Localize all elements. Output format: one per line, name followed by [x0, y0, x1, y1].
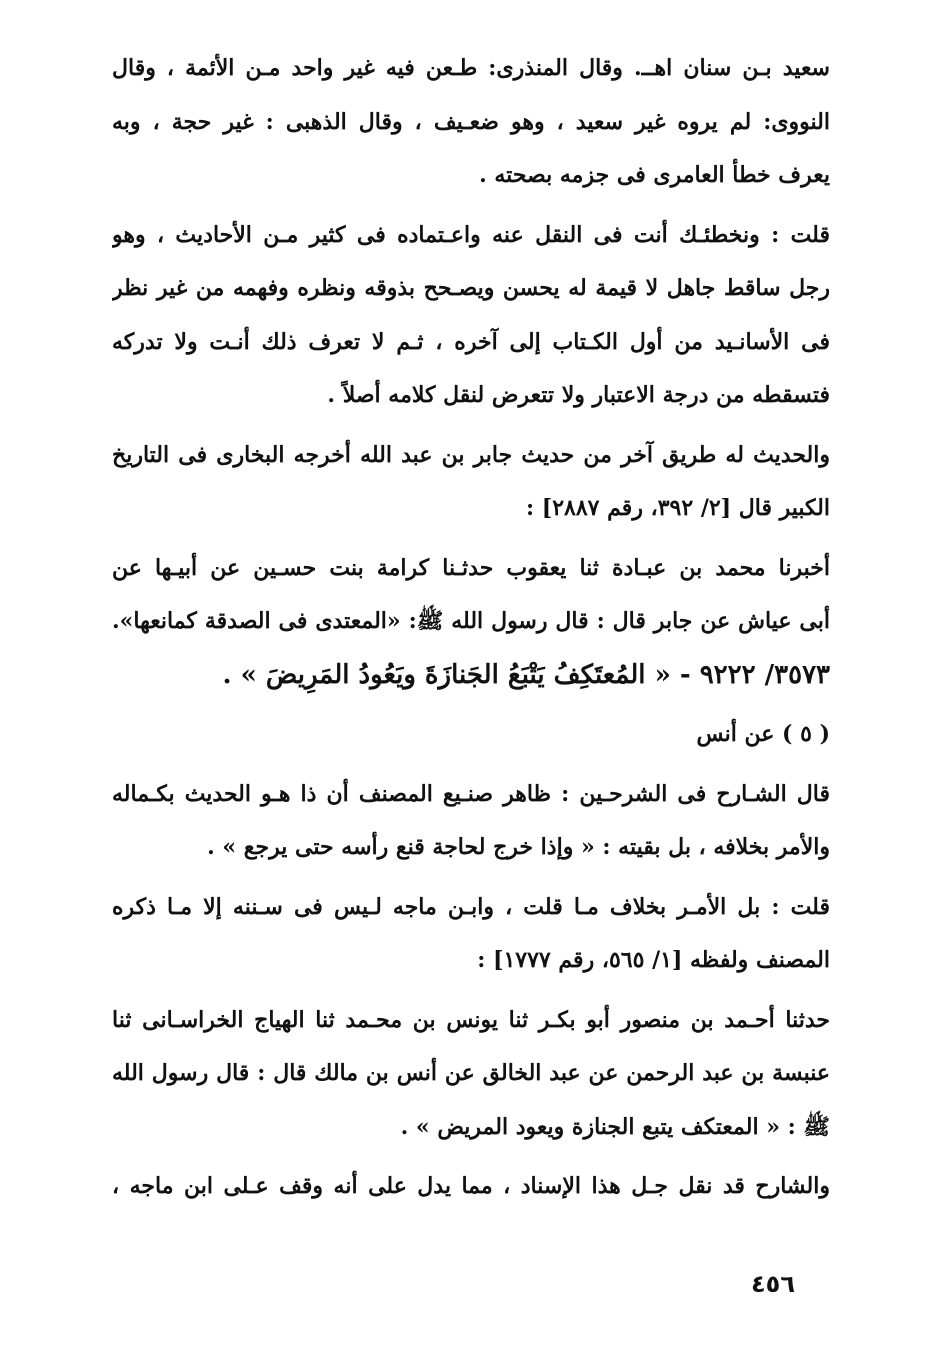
- paragraph-line: الكبير قال [٢/ ٣٩٢، رقم ٢٨٨٧] :: [526, 495, 830, 521]
- paragraph-line: والحديث له طريق آخر من حديث جابر بن عبد الله أخرجه البخارى فى التاريخ: [112, 441, 830, 468]
- paragraph-line: سعيد بـن سنان اهــ. وقال المنذرى: طـعن فيه غير واحد مـن الأئمة ، وقال: [112, 55, 830, 81]
- paragraph-line: يعرف خطأ العامرى فى جزمه بصحته .: [479, 162, 830, 188]
- page-body: [112, 42, 830, 1220]
- qult-label: قلت :: [771, 893, 830, 920]
- paragraph-line: عنبسة بن عبد الرحمن عن عبد الخالق عن أنس بن مالك قال : قال رسول الله: [112, 1060, 830, 1086]
- paragraph-line: المصنف ولفظه [١/ ٥٦٥، رقم ١٧٧٧] :: [477, 947, 830, 973]
- qult-label: قلت :: [771, 221, 830, 248]
- paragraph-line: [112, 209, 830, 263]
- paragraph-line: حدثنا أحـمد بن منصور أبو بكـر ثنا يونس بن محـمد ثنا الهياج الخراسـانى ثنا: [112, 1006, 830, 1033]
- paragraph-9: [112, 1160, 830, 1214]
- page-number: ٤٥٦: [751, 1270, 795, 1298]
- paragraph-6: [112, 768, 830, 875]
- paragraph-2: [112, 209, 830, 423]
- paragraph-line: والأمر بخلافه ، بل بقيته : « وإذا خرج لحاجة قنع رأسه حتى يرجع » .: [207, 834, 830, 860]
- paragraph-line: رجل ساقط جاهل لا قيمة له يحسن ويصـحح بذوقه ونظره وفهمه من غير نظر: [112, 275, 830, 301]
- paragraph-line: قال الشـارح فى الشرحـين : ظاهر صنـيع المصنف أن ذا هـو الحديث بكـماله: [112, 780, 830, 807]
- paragraph-8: [112, 994, 830, 1155]
- paragraph-line: النووى: لم يروه غير سعيد ، وهو ضعـيف ، وقال الذهبى : غير حجة ، وبه: [112, 108, 830, 135]
- paragraph-1: [112, 42, 830, 203]
- paragraph-line-text: بل الأمـر بخلاف مـا قلت ، وابـن ماجه لـيس فى سـننه إلا مـا ذكره: [112, 893, 761, 920]
- paragraph-line: والشارح قد نقل جـل هذا الإسناد ، مما يدل على أنه وقف عـلى ابن ماجه ،: [112, 1173, 830, 1199]
- hadith-heading-line: ٣٥٧٣/ ٩٢٢٢ - « المُعتَكِفُ يَتْبَعُ الجَنازَةَ ويَعُودُ المَرِيضَ » .: [222, 659, 830, 690]
- section-heading: ( ٥ ) عن أنس: [696, 721, 830, 747]
- paragraph-line: ﷺ : « المعتكف يتبع الجنازة ويعود المريض » .: [400, 1113, 830, 1140]
- paragraph-line: [112, 881, 830, 935]
- paragraph-3: [112, 429, 830, 536]
- paragraph-line-text: ونخطئـك أنت فى النقل عنه واعـتماده فى كثير مـن الأحاديث ، وهو: [112, 221, 760, 248]
- paragraph-line: أبى عياش عن جابر قال : قال رسول الله ﷺ: «المعتدى فى الصدقة كمانعها».: [112, 608, 830, 634]
- paragraph-7: [112, 881, 830, 988]
- paragraph-line: فى الأسانـيد من أول الكـتاب إلى آخره ، ثـم لا تعرف ذلك أنـت ولا تدركه: [112, 328, 830, 355]
- paragraph-line: فتسقطه من درجة الاعتبار ولا تتعرض لنقل كلامه أصلاً .: [327, 382, 830, 408]
- paragraph-5: [112, 708, 830, 762]
- paragraph-line: أخبرنا محمد بن عبـادة ثنا يعقوب حدثـنا كرامة بنت حسـين عن أبيـها عن: [112, 554, 830, 581]
- paragraph-4: [112, 542, 830, 703]
